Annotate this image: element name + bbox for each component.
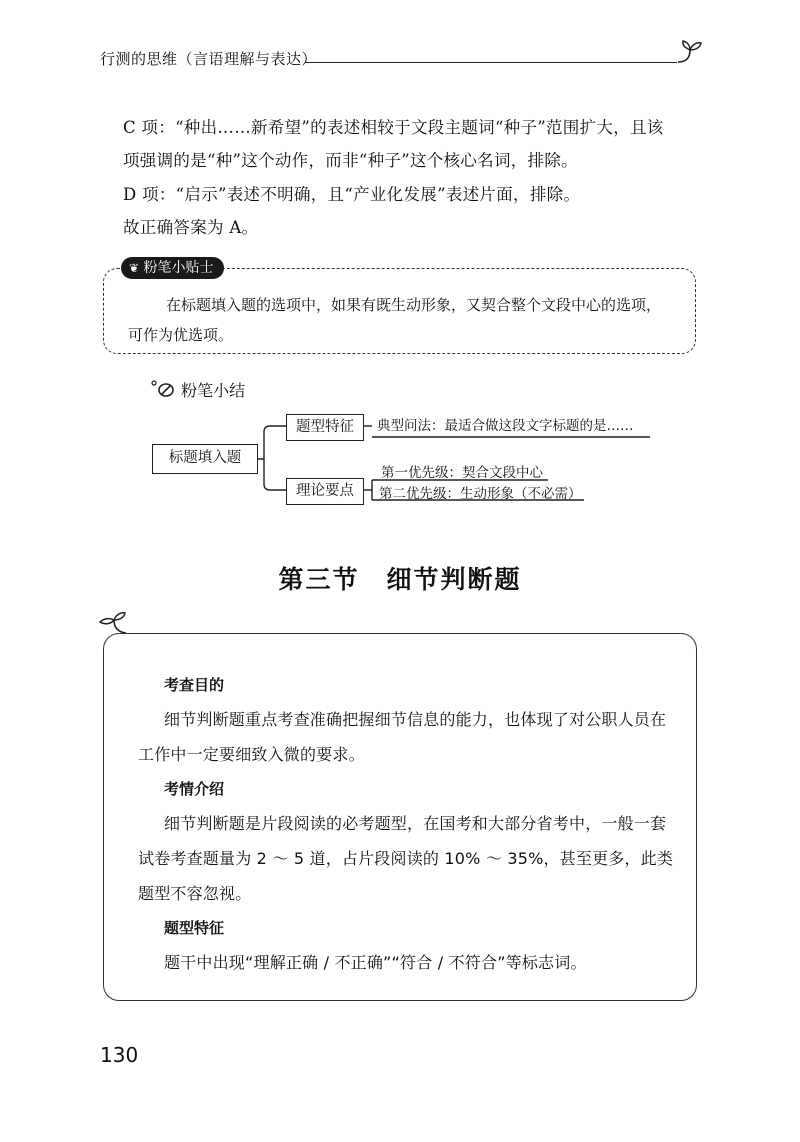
info-text-purpose: 细节判断题重点考查准确把握细节信息的能力，也体现了对公职人员在工作中一定要细致入微的要求。 <box>138 710 667 764</box>
mindmap-leaf-priority-1: 第一优先级：契合文段中心 <box>381 465 543 481</box>
running-header-title: 行测的思维（言语理解与表达） <box>100 50 318 68</box>
tip-text: 在标题填入题的选项中，如果有既生动形象，又契合整个文段中心的选项，可作为优选项。 <box>128 296 662 344</box>
sprout-icon: ❦ <box>129 261 140 275</box>
page-number: 130 <box>100 1043 139 1067</box>
summary-title: 粉笔小结 <box>181 381 246 400</box>
paragraph-option-c: C 项：“种出……新希望”的表述相较于文段主题词“种子”范围扩大，且该项强调的是“种”这个动作，而非“种子”这个核心名词，排除。 <box>123 118 664 170</box>
mindmap-branch-theory: 理论要点 <box>286 478 364 505</box>
info-heading-features: 题型特征 <box>164 919 225 937</box>
section-info-content <box>138 668 678 980</box>
info-text-exam: 细节判断题是片段阅读的必考题型，在国考和大部分省考中，一般一套试卷考查题量为 2 ～ 5 道，占片段阅读的 10% ～ 35%，甚至更多，此类题型不容忽视。 <box>138 814 674 903</box>
paragraph-answer: 故正确答案为 A。 <box>123 218 259 237</box>
info-text-features: 题干中出现“理解正确 / 不正确”“符合 / 不符合”等标志词。 <box>164 953 587 972</box>
info-heading-purpose: 考查目的 <box>164 676 225 694</box>
info-heading-exam: 考情介绍 <box>164 780 225 798</box>
mindmap-leaf-typical-question: 典型问法：最适合做这段文字标题的是…… <box>377 418 634 434</box>
paragraph-option-d: D 项：“启示”表述不明确，且“产业化发展”表述片面，排除。 <box>123 185 581 204</box>
sprout-icon <box>96 606 132 636</box>
mindmap-leaf-priority-2: 第二优先级：生动形象（不必需） <box>379 486 582 502</box>
tip-badge-label: 粉笔小贴士 <box>143 260 214 276</box>
mindmap-branch-features: 题型特征 <box>286 414 364 441</box>
section-title: 第三节 细节判断题 <box>278 565 522 594</box>
mindmap-root: 标题填入题 <box>152 444 258 474</box>
